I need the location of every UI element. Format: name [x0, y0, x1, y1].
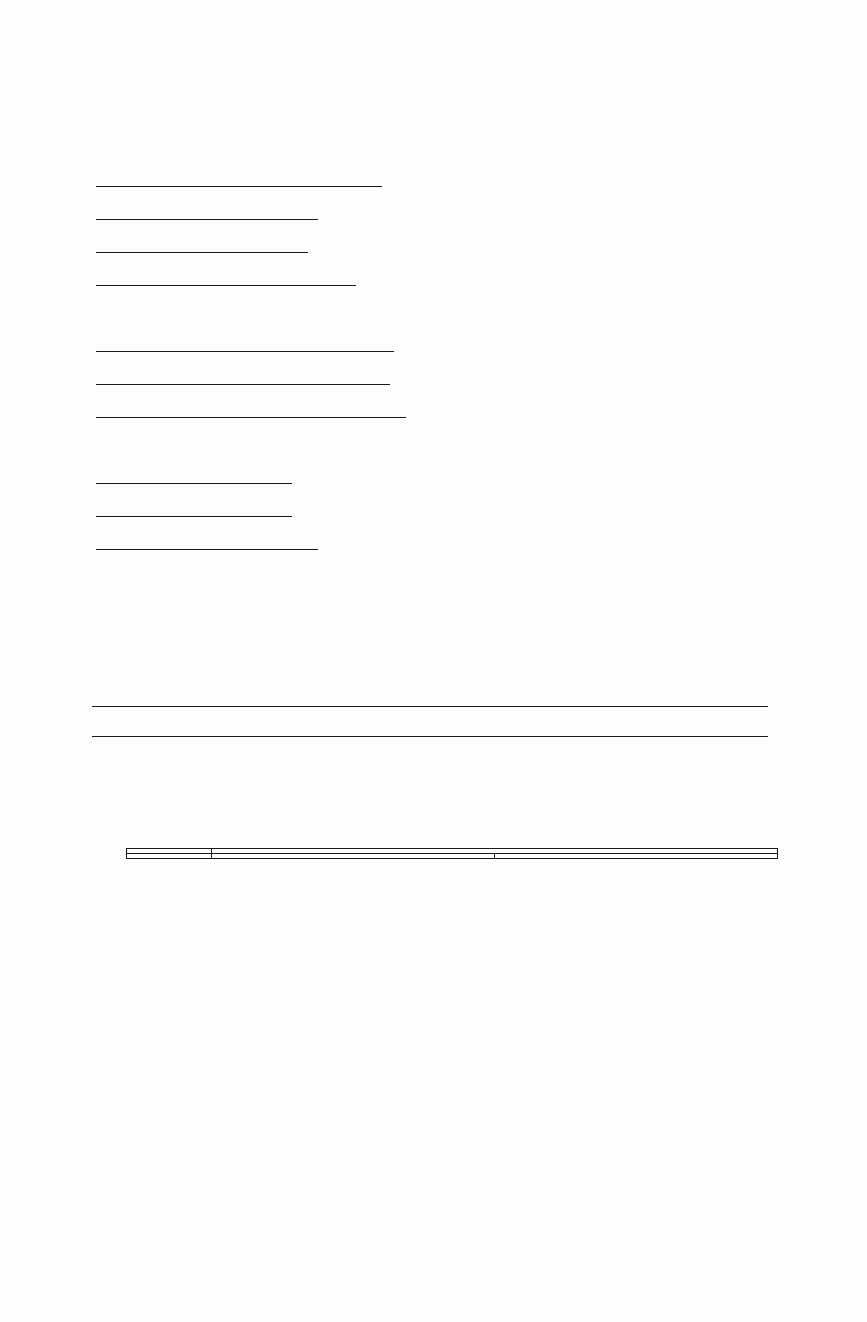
- text-line: [94, 265, 358, 295]
- fill-blank-3-3[interactable]: [96, 549, 318, 550]
- text-line: [94, 331, 396, 361]
- fill-blank-2-3[interactable]: [96, 417, 406, 418]
- text-line: [94, 166, 384, 196]
- text-line: [94, 529, 320, 559]
- option-a[interactable]: [212, 854, 495, 859]
- table-cell: [127, 854, 212, 859]
- fill-blank-1-1[interactable]: [96, 186, 382, 187]
- option-b[interactable]: [495, 854, 778, 859]
- fill-blank-1-2[interactable]: [96, 219, 318, 220]
- text-line: [94, 463, 294, 493]
- fill-blank-3-1[interactable]: [96, 483, 292, 484]
- text-line: [94, 199, 320, 229]
- fill-blank-3-2[interactable]: [96, 516, 292, 517]
- recommendation-table: [126, 848, 778, 859]
- answer-line-1[interactable]: [92, 706, 768, 707]
- text-line: [94, 364, 392, 394]
- answer-line-2[interactable]: [92, 736, 768, 737]
- fill-blank-2-1[interactable]: [96, 351, 394, 352]
- table-row: [127, 854, 778, 859]
- text-line: [94, 496, 294, 526]
- fill-blank-2-2[interactable]: [96, 384, 390, 385]
- text-line: [94, 397, 408, 427]
- text-line: [94, 232, 310, 262]
- fill-blank-1-3[interactable]: [96, 252, 308, 253]
- fill-blank-1-4[interactable]: [96, 285, 356, 286]
